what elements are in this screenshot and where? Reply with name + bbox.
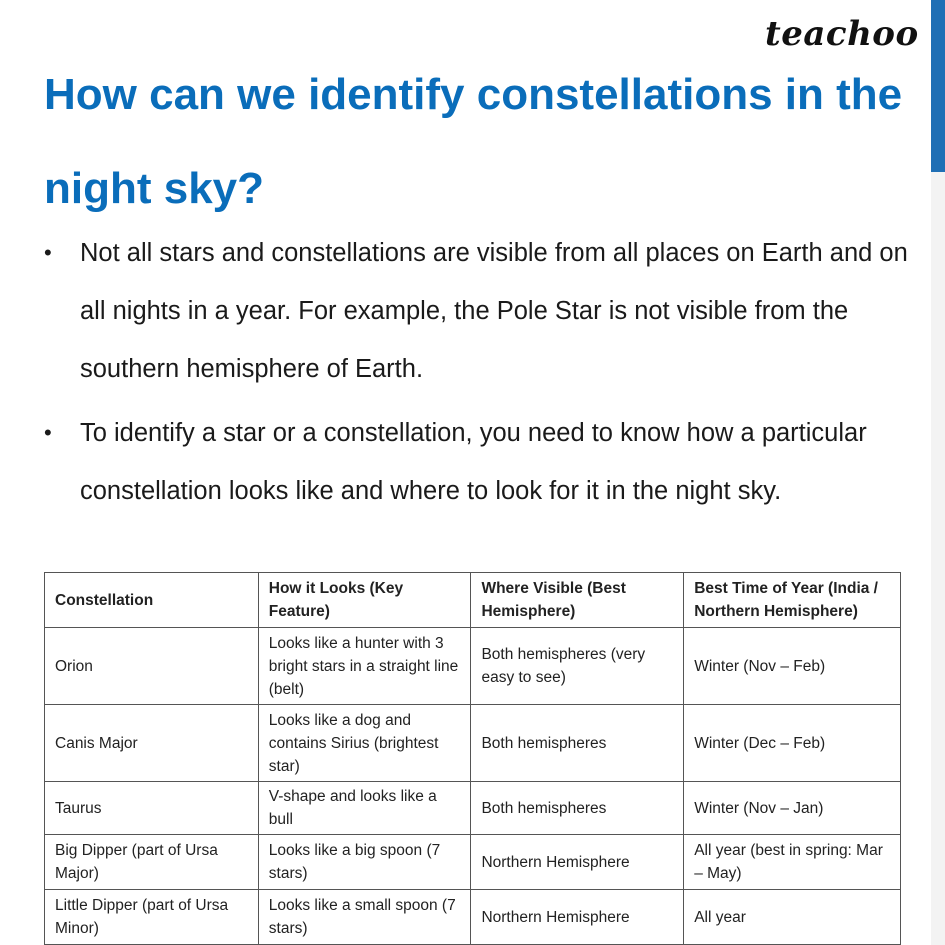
header-constellation: Constellation (45, 573, 259, 628)
teachoo-logo: teachoo (765, 14, 919, 54)
cell-best-time: All year (best in spring: Mar – May) (684, 835, 901, 890)
table-row (45, 890, 901, 945)
table-header-row (45, 573, 901, 628)
cell-constellation: Canis Major (45, 705, 259, 782)
bullet-text: Not all stars and constellations are visible from all places on Earth and on all nights in a year. For example, the Pole Star is not visible from the southern hemisphere of Earth. (80, 239, 908, 383)
page-title: How can we identify constellations in the night sky? (44, 70, 903, 213)
bullet-item (44, 224, 914, 398)
cell-where-visible: Both hemispheres (very easy to see) (471, 628, 684, 705)
header-where-visible: Where Visible (Best Hemisphere) (471, 573, 684, 628)
bullet-icon: • (44, 420, 52, 445)
cell-how-it-looks: V-shape and looks like a bull (258, 782, 471, 835)
table-row (45, 782, 901, 835)
cell-constellation: Taurus (45, 782, 259, 835)
header-best-time: Best Time of Year (India / Northern Hemisphere) (684, 573, 901, 628)
cell-best-time: Winter (Nov – Jan) (684, 782, 901, 835)
cell-best-time: Winter (Dec – Feb) (684, 705, 901, 782)
cell-constellation: Orion (45, 628, 259, 705)
bullet-item (44, 404, 914, 520)
cell-where-visible: Both hemispheres (471, 705, 684, 782)
bullet-icon: • (44, 240, 52, 265)
cell-how-it-looks: Looks like a small spoon (7 stars) (258, 890, 471, 945)
cell-where-visible: Both hemispheres (471, 782, 684, 835)
cell-how-it-looks: Looks like a hunter with 3 bright stars in a straight line (belt) (258, 628, 471, 705)
cell-best-time: Winter (Nov – Feb) (684, 628, 901, 705)
cell-how-it-looks: Looks like a dog and contains Sirius (brightest star) (258, 705, 471, 782)
cell-constellation: Little Dipper (part of Ursa Minor) (45, 890, 259, 945)
cell-where-visible: Northern Hemisphere (471, 890, 684, 945)
cell-constellation: Big Dipper (part of Ursa Major) (45, 835, 259, 890)
cell-best-time: All year (684, 890, 901, 945)
bullet-list (44, 224, 914, 526)
table-row (45, 705, 901, 782)
table-row (45, 628, 901, 705)
side-accent-bar (931, 0, 945, 172)
cell-how-it-looks: Looks like a big spoon (7 stars) (258, 835, 471, 890)
header-how-it-looks: How it Looks (Key Feature) (258, 573, 471, 628)
table-row (45, 835, 901, 890)
cell-where-visible: Northern Hemisphere (471, 835, 684, 890)
constellation-table (44, 572, 901, 945)
bullet-text: To identify a star or a constellation, you need to know how a particular constellation looks like and where to look for it in the night sky. (80, 419, 867, 505)
